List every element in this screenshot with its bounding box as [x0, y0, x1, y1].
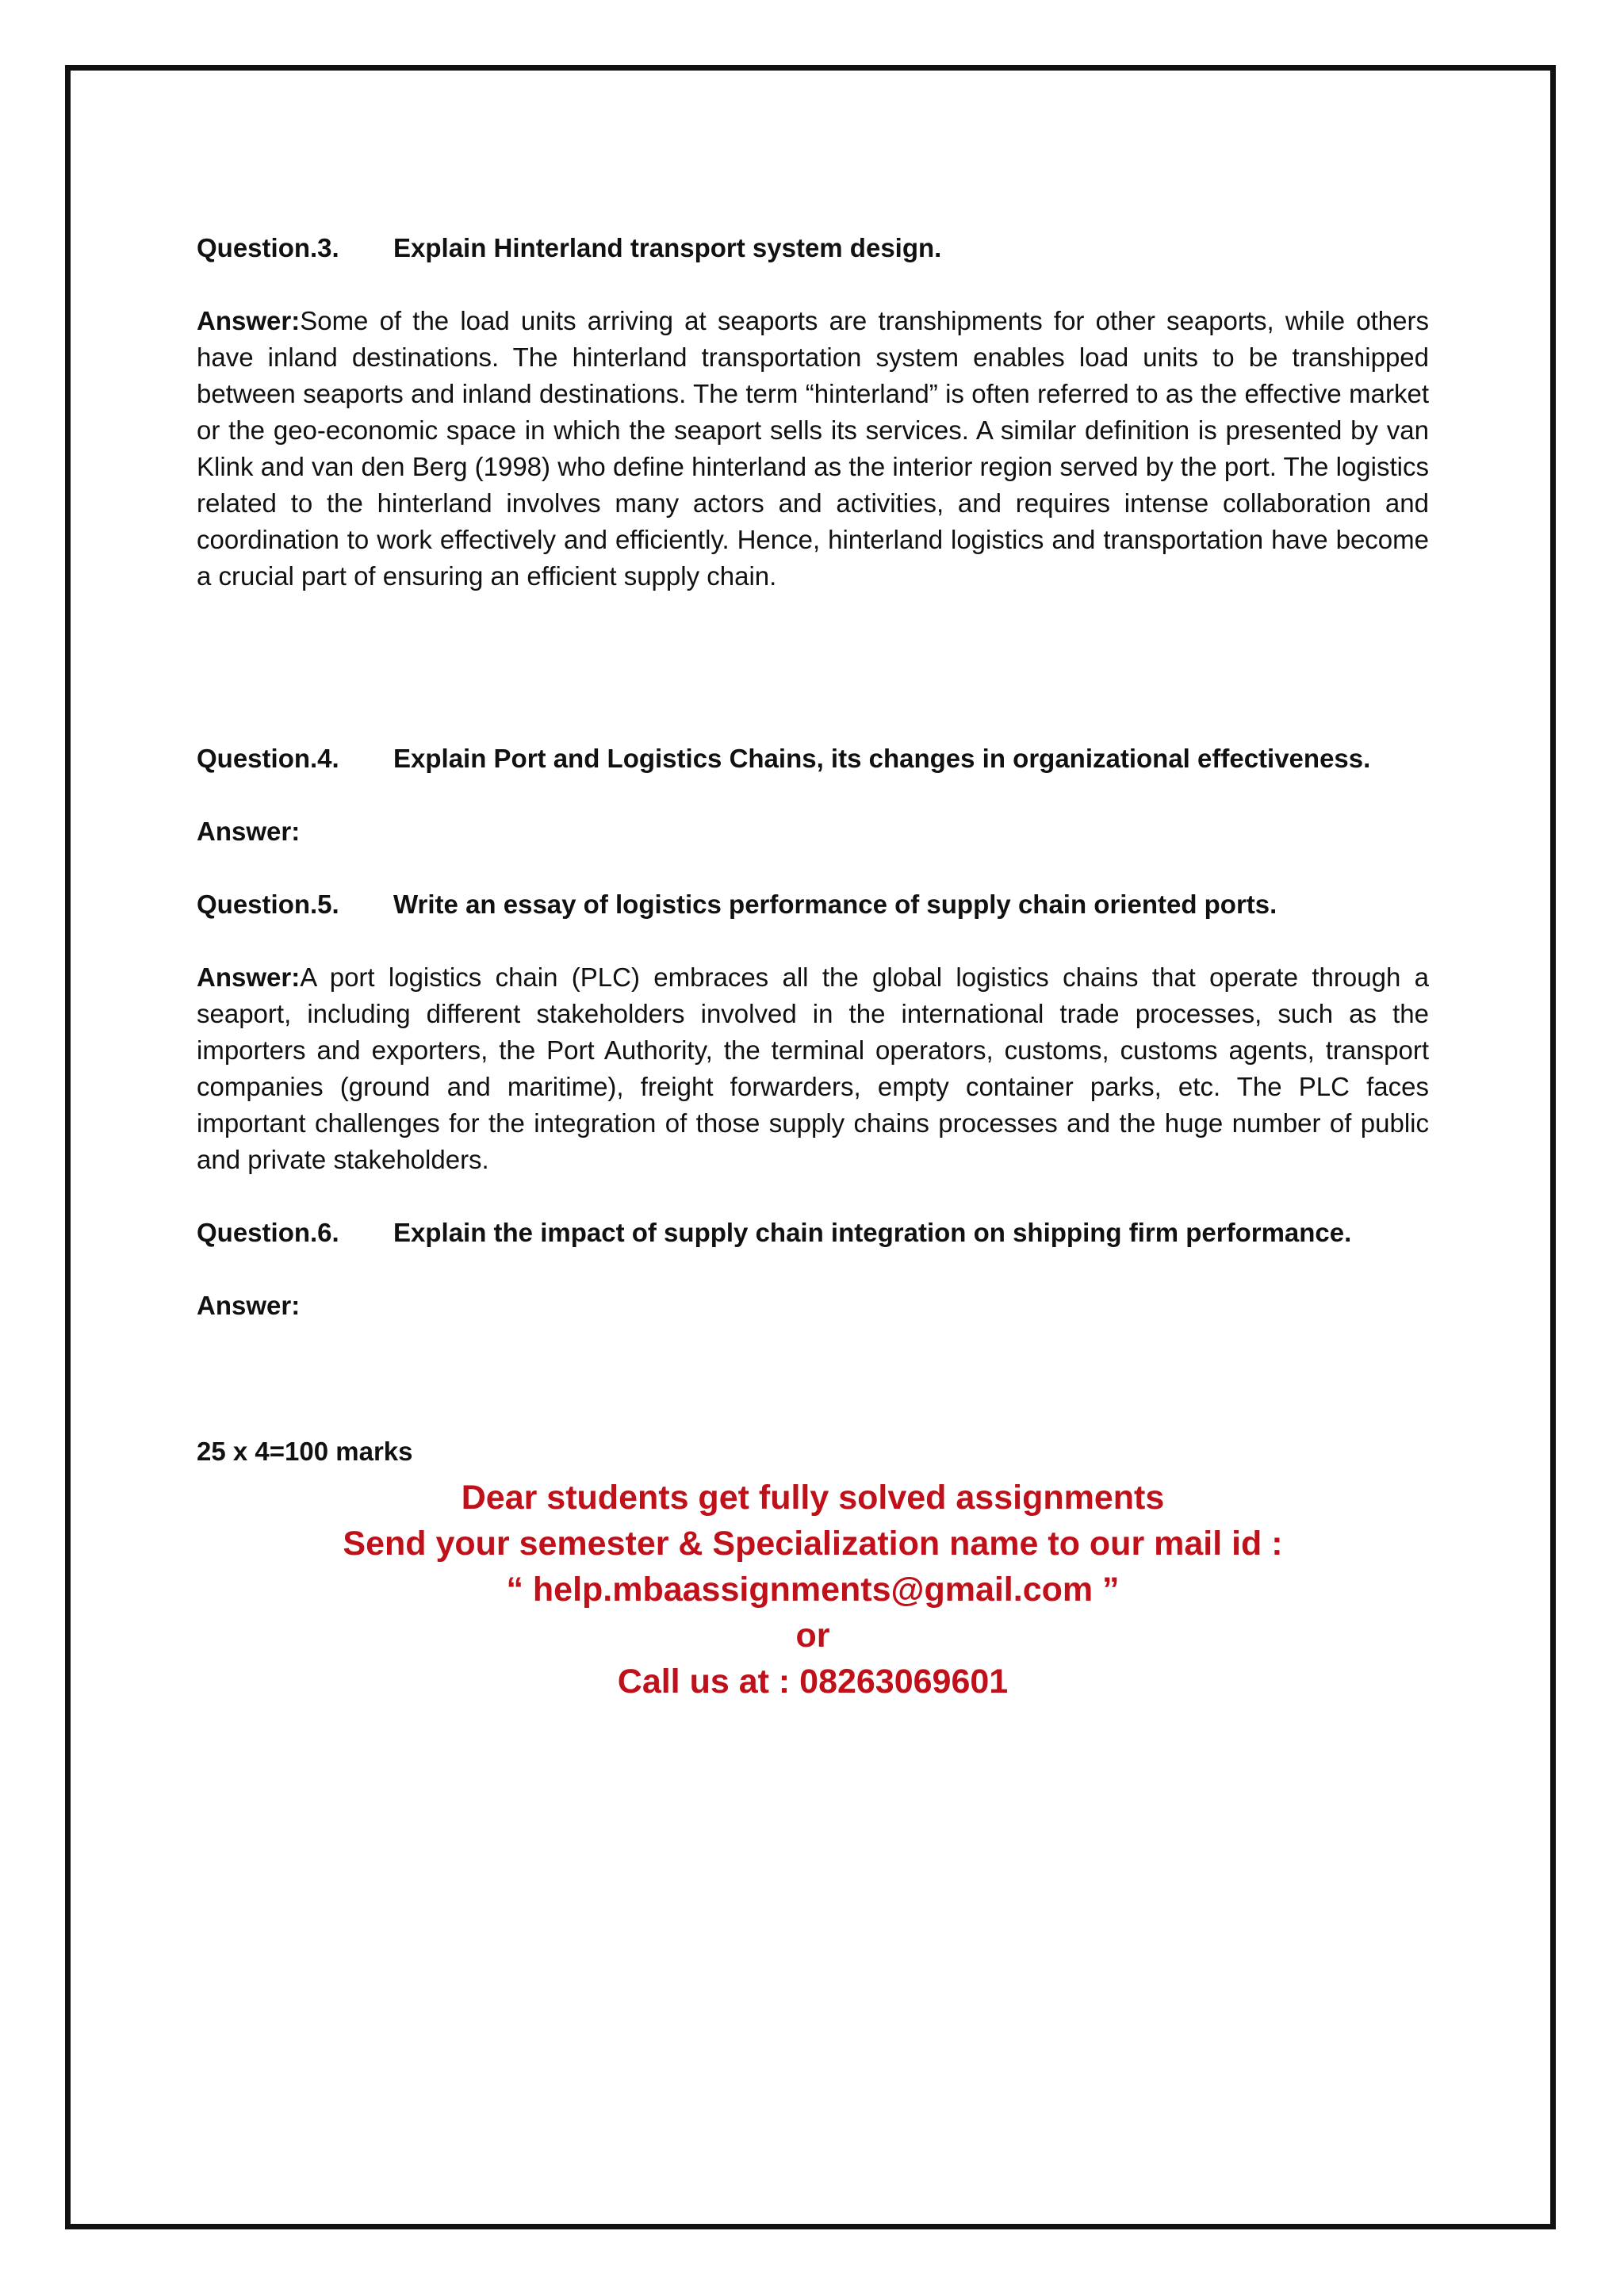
question-5-title: Write an essay of logistics performance of supply chain oriented ports.: [393, 890, 1277, 919]
question-3-answer-text: Some of the load units arriving at seaports are transhipments for other seaports, while others have inland destinations. The hinterland transportation system enables load units to be transhipped between seaports and inland destinations. The term “hinterland” is often referred to as the effective market or the geo-economic space in which the seaport sells its services. A similar definition is presented by van Klink and van den Berg (1998) who define hinterland as the interior region served by the port. The logistics related to the hinterland involves many actors and activities, and requires intense collaboration and coordination to work effectively and efficiently. Hence, hinterland logistics and transportation have become a crucial part of ensuring an efficient supply chain.: [197, 306, 1429, 591]
document-body: [197, 230, 1429, 1705]
answer-label: Answer:: [197, 962, 301, 992]
question-4-title: Explain Port and Logistics Chains, its changes in organizational effectiveness.: [393, 744, 1371, 773]
question-4-heading: [197, 740, 1429, 777]
question-5-number: Question.5.: [197, 890, 339, 919]
question-3-answer: [197, 303, 1429, 595]
promo-or: or: [795, 1617, 830, 1655]
promo-line-2: Send your semester & Specialization name to our mail id :: [343, 1525, 1283, 1563]
answer-label: Answer:: [197, 306, 301, 335]
total-marks: 25 x 4=100 marks: [197, 1437, 413, 1466]
question-6-title: Explain the impact of supply chain integration on shipping firm performance.: [393, 1218, 1352, 1247]
answer-label: Answer:: [197, 1291, 301, 1320]
question-5-heading: [197, 886, 1429, 923]
question-6-heading: [197, 1215, 1429, 1251]
question-3-title: Explain Hinterland transport system design.: [393, 233, 942, 262]
question-4-number: Question.4.: [197, 744, 339, 773]
question-5-answer: [197, 959, 1429, 1178]
question-3-number: Question.3.: [197, 233, 339, 262]
question-4-answer: [197, 813, 1429, 850]
promo-block: [197, 1475, 1429, 1705]
question-5-answer-text: A port logistics chain (PLC) embraces all the global logistics chains that operate through a seaport, including different stakeholders involved in the international trade processes, such as the importers and exporters, the Port Authority, the terminal operators, customs, customs agents, transport companies (ground and maritime), freight forwarders, empty container parks, etc. The PLC faces important challenges for the integration of those supply chains processes and the huge number of public and private stakeholders.: [197, 962, 1429, 1174]
question-3-heading: [197, 230, 1429, 266]
question-6-answer: [197, 1288, 1429, 1324]
promo-line-1: Dear students get fully solved assignments: [461, 1479, 1165, 1517]
promo-phone: Call us at : 08263069601: [617, 1663, 1009, 1701]
promo-email: “ help.mbaassignments@gmail.com ”: [506, 1571, 1120, 1609]
question-6-number: Question.6.: [197, 1218, 339, 1247]
answer-label: Answer:: [197, 817, 301, 846]
